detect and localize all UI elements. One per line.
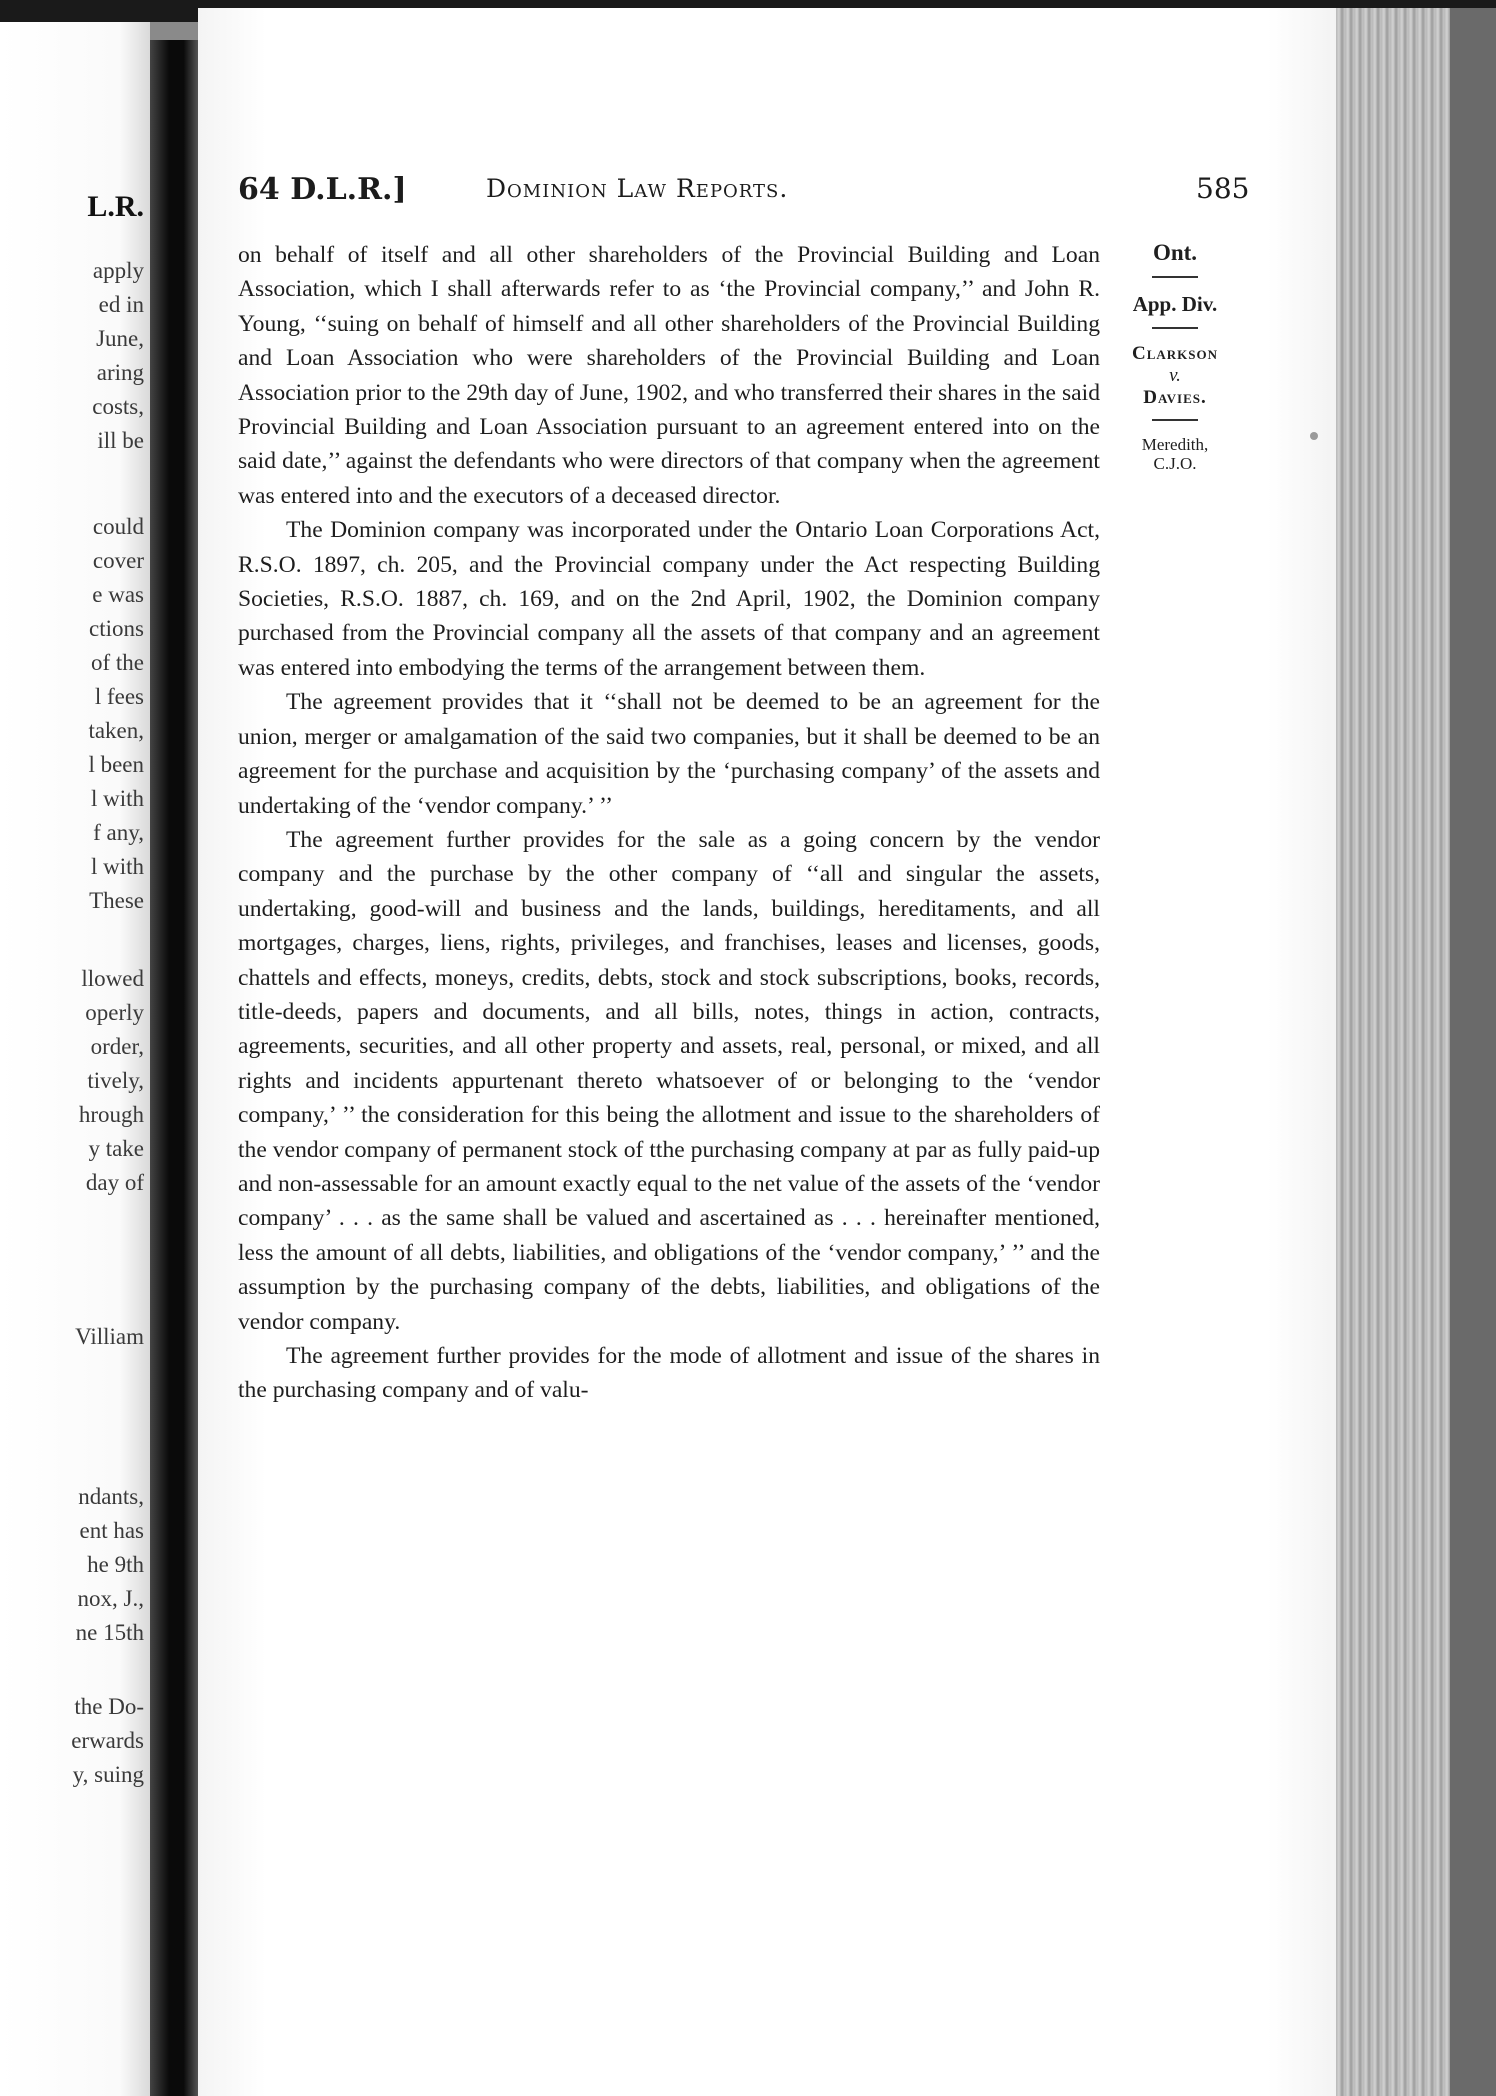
facing-page-line: Villiam	[75, 1324, 144, 1349]
case-versus: v.	[1169, 365, 1181, 386]
facing-page-line: erwards	[71, 1728, 144, 1753]
facing-page-line: costs,	[92, 394, 144, 419]
facing-page-line: llowed	[81, 966, 144, 991]
facing-page-line: order,	[90, 1034, 144, 1059]
facing-page-line: ed in	[98, 292, 144, 317]
judge-name	[1110, 435, 1240, 473]
facing-page-line: nox, J.,	[77, 1586, 144, 1611]
running-head	[238, 172, 1250, 222]
court-label: Ont.	[1152, 240, 1198, 265]
facing-page-line: l with	[90, 786, 144, 811]
page-number: 585	[1196, 172, 1250, 205]
facing-page-line: of the	[90, 650, 144, 675]
facing-page-line: l fees	[94, 684, 144, 709]
facing-page-line: e was	[92, 582, 144, 607]
facing-page-line: ent has	[79, 1518, 144, 1543]
division-label: App. Div.	[1132, 292, 1218, 316]
facing-page-line: he 9th	[87, 1552, 144, 1577]
facing-page-line: y, suing	[72, 1762, 144, 1787]
paragraph: The Dominion company was incorporated under the Ontario Loan Corporations Act, R.S.O. 1897, ch. 205, and the Provincial company under the Act respecting Building Societies, R.S.O. 1887, ch. 169, and on the 2nd April, 1902, the Dominion company purchased from the Provincial company all the assets of that company and an agreement was entered into embodying the terms of the arrangement between them.	[238, 517, 1100, 681]
facing-page-line: day of	[85, 1170, 144, 1195]
side-note	[1110, 240, 1240, 473]
facing-page-line: operly	[85, 1000, 144, 1025]
facing-page-line: l with	[90, 854, 144, 879]
divider	[1152, 327, 1198, 329]
facing-page-line: f any,	[93, 820, 144, 845]
facing-page-line: cover	[92, 548, 144, 573]
facing-page-line: the Do-	[74, 1694, 144, 1719]
paragraph: The agreement provides that it ‘‘shall not be deemed to be an agreement for the union, merger or amalgamation of the said two companies, but it shall be deemed to be an agreement for the purchase and acquisition by the ‘purchasing company’ of the assets and undertaking of the ‘vendor company.’ ’’	[238, 689, 1100, 819]
facing-page-line: ctions	[89, 616, 144, 641]
facing-page-line: could	[92, 514, 144, 539]
facing-page-line: ne 15th	[75, 1620, 144, 1645]
facing-page-line: June,	[96, 326, 144, 351]
paragraph: The agreement further provides for the mode of allotment and issue of the shares in the purchasing company and of valu-	[238, 1343, 1100, 1404]
facing-page-line: l been	[88, 752, 144, 777]
judge-title-line: C.J.O.	[1153, 454, 1197, 473]
divider	[1152, 419, 1198, 421]
facing-page-line: apply	[92, 258, 144, 283]
book-gutter	[150, 40, 198, 2096]
facing-page-line: ill be	[97, 428, 144, 453]
paragraph: The agreement further provides for the sale as a going concern by the vendor company and the purchase by the other company of ‘‘all and singular the assets, undertaking, good-will and business and the lands, buildings, hereditaments, and all mortgages, charges, liens, rights, privileges, and franchises, leases and licenses, goods, chattels and effects, moneys, credits, debts, stock and stock subscriptions, books, records, title-deeds, papers and documents, and all bills, notes, things in action, contracts, agreements, securities, and all other property and assets, real, personal, or mixed, and all rights and incidents appurtenant thereto whatsoever of or belonging to the ‘vendor company,’ ’’ the consideration for this being the allotment and issue to the shareholders of the vendor company of permanent stock of tthe purchasing company at par as fully paid-up and non-assessable for an amount exactly equal to the net value of the assets of the ‘vendor company’ . . . as the same shall be valued and ascertained as . . . hereinafter mentioned, less the amount of all debts, liabilities, and obligations of the ‘vendor company,’ ’’ and the assumption by the purchasing company of the debts, liabilities, and obligations of the vendor company.	[238, 826, 1100, 1335]
volume-reference: 64 D.L.R.]	[238, 172, 407, 207]
facing-page-line: aring	[96, 360, 144, 385]
facing-page-line: hrough	[78, 1102, 144, 1127]
facing-page-line: y take	[88, 1136, 144, 1161]
facing-page-header: L.R.	[87, 190, 144, 223]
judge-name-line: Meredith,	[1141, 435, 1209, 454]
facing-page-line: taken,	[88, 718, 144, 743]
case-party-defendant: Davies.	[1143, 387, 1207, 408]
scan-speck	[1310, 432, 1318, 440]
facing-page-line: ndants,	[78, 1484, 144, 1509]
case-party-plaintiff: Clarkson	[1131, 343, 1218, 364]
paragraph: on behalf of itself and all other shareholders of the Provincial Building and Loan Association, which I shall afterwards refer to as ‘the Provincial company,’’ and John R. Young, ‘‘suing on behalf of himself and all other shareholders of the Provincial Building and Loan Association who were shareholders of the Provincial Building and Loan Association prior to the 29th day of June, 1902, and who transferred their shares in the said Provincial Building and Loan Association pursuant to an agreement entered into on the said date,’’ against the defendants who were directors of that company when the agreement was entered into and the executors of a deceased director.	[238, 242, 1100, 509]
facing-page-fragment	[0, 22, 150, 2096]
report-title: Dominion Law Reports.	[486, 174, 789, 203]
facing-page-line: These	[89, 888, 144, 913]
divider	[1152, 276, 1198, 278]
scan-right-border	[1450, 8, 1496, 2096]
facing-page-line: tively,	[87, 1068, 144, 1093]
judgment-text	[238, 238, 1100, 1408]
page-edges	[1336, 8, 1450, 2096]
